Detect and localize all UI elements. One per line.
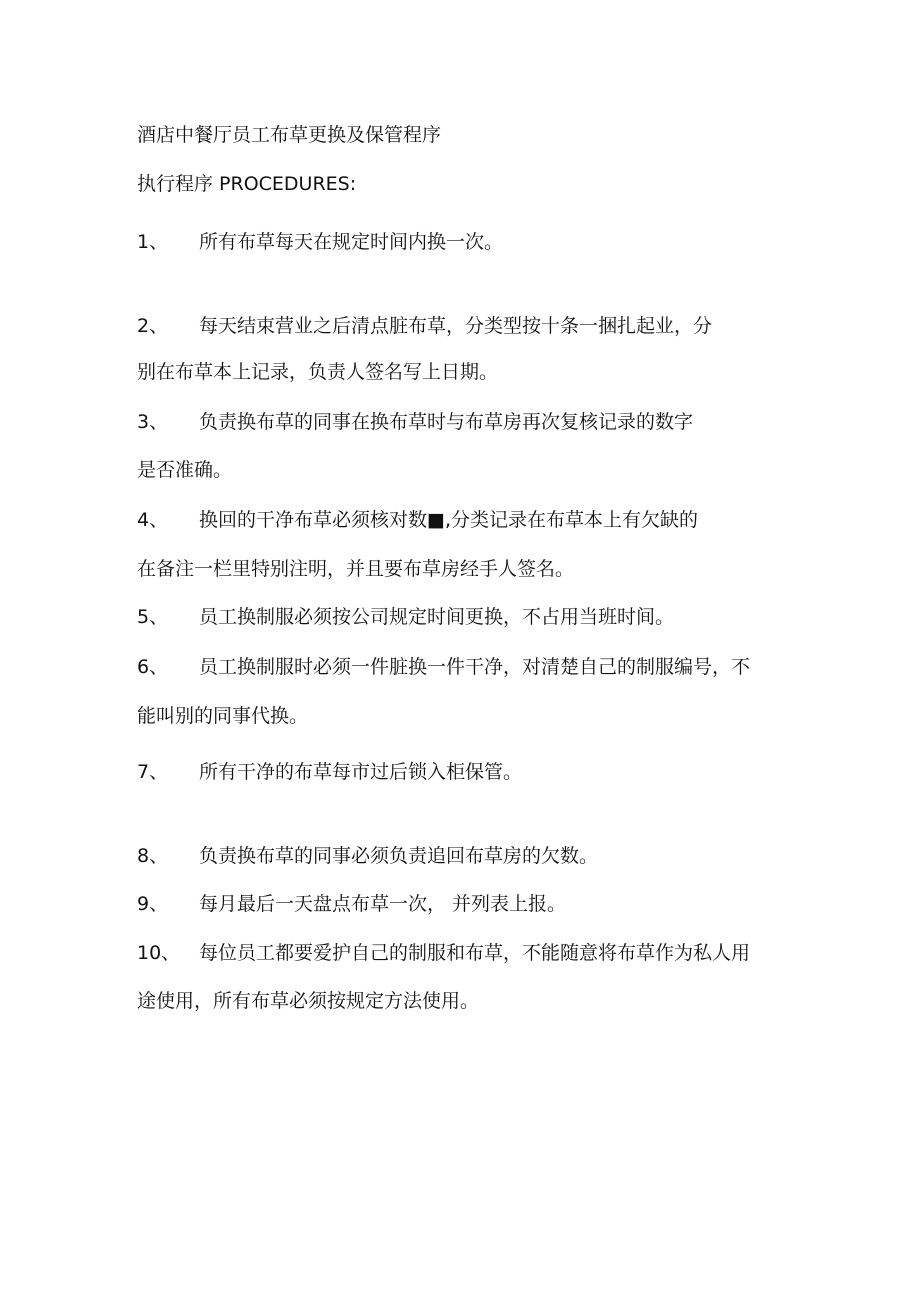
item-number: 10、 bbox=[137, 942, 181, 964]
item-number: 8、 bbox=[137, 845, 169, 867]
item-text: 所有干净的布草每市过后锁入柜保管。 bbox=[199, 761, 523, 783]
item-text: 员工换制服时必须一件脏换一件干净，对清楚自己的制服编号，不 bbox=[199, 656, 751, 678]
item-text-continued: 是否准确。 bbox=[137, 459, 233, 481]
item-text: 负责换布草的同事在换布草时与布草房再次复核记录的数字 bbox=[199, 411, 694, 433]
item-number: 9、 bbox=[137, 893, 169, 915]
item-text: 员工换制服必须按公司规定时间更换，不占用当班时间。 bbox=[199, 606, 675, 628]
item-number: 4、 bbox=[137, 509, 169, 531]
item-text-continued: 能叫别的同事代换。 bbox=[137, 705, 309, 727]
item-text-continued: 别在布草本上记录，负责人签名写上日期。 bbox=[137, 361, 499, 383]
item-number: 7、 bbox=[137, 761, 169, 783]
item-text-continued: 途使用，所有布草必须按规定方法使用。 bbox=[137, 990, 480, 1012]
document-title: 酒店中餐厅员工布草更换及保管程序 bbox=[137, 124, 442, 146]
item-text: 每月最后一天盘点布草一次， 并列表上报。 bbox=[199, 893, 567, 915]
document-subtitle: 执行程序 PROCEDURES: bbox=[137, 173, 357, 195]
item-number: 5、 bbox=[137, 606, 169, 628]
item-text: 换回的干净布草必须核对数■,分类记录在布草本上有欠缺的 bbox=[199, 509, 698, 531]
item-number: 6、 bbox=[137, 656, 169, 678]
item-text: 所有布草每天在规定时间内换一次。 bbox=[199, 231, 504, 253]
item-text-continued: 在备注一栏里特别注明，并且要布草房经手人签名。 bbox=[137, 558, 575, 580]
item-number: 1、 bbox=[137, 231, 169, 253]
item-number: 3、 bbox=[137, 411, 169, 433]
item-text: 负责换布草的同事必须负责追回布草房的欠数。 bbox=[199, 845, 599, 867]
item-number: 2、 bbox=[137, 315, 169, 337]
item-text: 每天结束营业之后清点脏布草，分类型按十条一捆扎起业，分 bbox=[199, 315, 713, 337]
item-text: 每位员工都要爱护自己的制服和布草，不能随意将布草作为私人用 bbox=[199, 942, 751, 964]
